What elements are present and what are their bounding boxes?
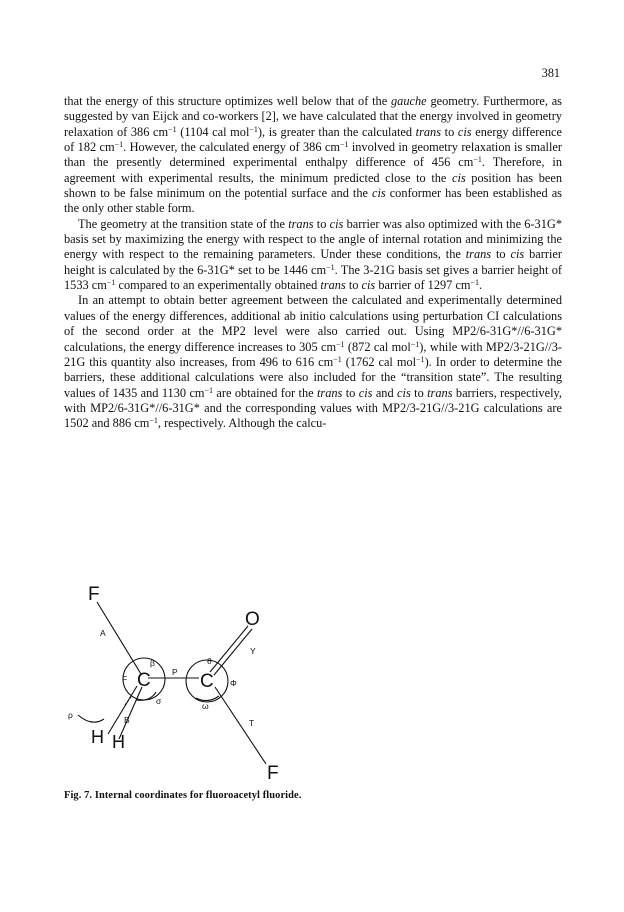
superscript: −1 — [149, 416, 158, 426]
atom-f-top: F — [88, 584, 100, 605]
atom-c-right: C — [200, 671, 214, 692]
text-run: that the energy of this structure optimizes well below that of the — [64, 94, 391, 108]
internal-coordinates-diagram — [64, 574, 562, 784]
text-run: are obtained for the — [213, 385, 317, 400]
italic-term: cis — [457, 124, 472, 139]
text-run: The geometry at the transition state of the — [78, 216, 289, 231]
text-run: . However, the calculated energy of 386 cm — [123, 140, 340, 155]
rho-arrow — [78, 715, 104, 722]
page-number: 381 — [541, 66, 560, 80]
text-run: barrier of 1297 cm — [375, 278, 471, 293]
text-run: to — [491, 247, 511, 262]
bond-c-o-2 — [214, 629, 252, 675]
text-run: and — [372, 385, 398, 400]
italic-term: trans — [465, 247, 492, 262]
italic-term: cis — [358, 385, 373, 400]
italic-term: trans — [320, 278, 346, 293]
superscript: −1 — [114, 140, 124, 150]
text-run: energy difference of 182 cm — [64, 124, 562, 155]
text-run: to — [342, 385, 359, 400]
text-run: (1762 cal mol — [341, 354, 417, 369]
coord-label-omega: ω — [202, 701, 209, 711]
atom-f-bottom: F — [267, 763, 279, 784]
text-run: ). In order to determine the barriers, these additional calculations were also included for the “transition state”. The resulting values of 1435 and 1130 cm — [64, 354, 562, 400]
coord-label-b: B — [124, 715, 130, 725]
text-run: ), while with MP2/3-21G//3-21G this quantity also increases, from 496 to 616 cm — [64, 339, 562, 369]
atom-h-right: H — [112, 732, 125, 752]
superscript: −1 — [410, 339, 420, 349]
text-run: . — [479, 278, 483, 293]
text-run: barriers, respectively, with MP2/6-31G*//6-31G* and the corresponding values with MP2/3-21G//3-21G calculations are 1502 and 886 cm — [64, 385, 562, 431]
text-run: . Therefore, in agreement with experimental results, the minimum predicted close to the — [64, 155, 562, 185]
coord-label-p: P — [172, 667, 178, 677]
text-run: (872 cal mol — [344, 339, 411, 354]
bond-c-o-1 — [210, 626, 248, 672]
coord-label-y: Y — [250, 646, 256, 656]
coord-label-theta: θ — [207, 656, 212, 666]
paragraph — [64, 217, 562, 294]
text-run: position has been shown to be false minimum on the potential surface and the — [64, 170, 562, 201]
italic-term: cis — [329, 216, 344, 231]
italic-term: gauche — [391, 94, 427, 108]
italic-term: trans — [415, 124, 442, 139]
superscript: −1 — [249, 124, 258, 134]
text-run: to — [441, 124, 458, 139]
text-run: involved in geometry relaxation is smaller than the presently determined experimental enthalpy difference of 456 cm — [64, 140, 562, 170]
italic-term: trans — [427, 385, 453, 400]
text-run: to — [410, 385, 428, 400]
body-text — [64, 94, 562, 432]
italic-term: cis — [397, 385, 411, 400]
superscript: −1 — [168, 124, 177, 134]
superscript: −1 — [416, 354, 425, 364]
bond-c-h-left — [108, 686, 137, 734]
italic-term: cis — [371, 186, 386, 201]
bond-c-h-hash — [125, 697, 131, 705]
coord-label-f-small: F — [122, 674, 128, 684]
text-run: . The 3-21G basis set gives a barrier height of 1533 cm — [64, 262, 562, 293]
text-run: ), is greater than the calculated — [257, 124, 416, 139]
text-run: geometry. Furthermore, as suggested by van Eijck and co-workers [2], we have calculated that the energy involved in geometry relaxation of 386 cm — [64, 94, 562, 139]
bond-f-c — [97, 602, 141, 674]
coord-label-rho: ρ — [68, 710, 73, 720]
text-run: to — [313, 216, 330, 231]
coord-label-t: T — [249, 718, 255, 728]
superscript: −1 — [204, 385, 214, 395]
text-run: to — [345, 278, 362, 293]
superscript: −1 — [326, 262, 335, 272]
coord-label-beta: β — [150, 658, 155, 668]
molecule-figure — [64, 574, 562, 784]
text-run: , respectively. Although the calcu- — [157, 416, 327, 431]
coord-label-a: A — [100, 628, 106, 638]
text-run: (1104 cal mol — [176, 124, 250, 139]
text-run: conformer has been established as the only other stable form. — [64, 186, 562, 216]
atom-c-left: C — [137, 670, 151, 691]
paragraph — [64, 94, 562, 217]
superscript: −1 — [333, 354, 342, 364]
italic-term: cis — [510, 247, 525, 262]
bond-c-f — [215, 687, 266, 764]
superscript: −1 — [473, 155, 482, 165]
paragraph — [64, 293, 562, 431]
text-run: barrier height is calculated by the 6-31G* set to be 1446 cm — [64, 247, 562, 277]
atom-h-left: H — [91, 727, 104, 747]
superscript: −1 — [470, 278, 480, 288]
coord-label-phi: Φ — [230, 678, 237, 688]
superscript: −1 — [339, 140, 349, 150]
italic-term: trans — [288, 216, 314, 231]
italic-term: cis — [361, 278, 376, 293]
text-run: barrier was also optimized with the 6-31G* basis set by maximizing the energy with respect to the angle of internal rotation and minimizing the energy with respect to the remaining parameters. Under these conditions, the — [64, 216, 562, 262]
coord-label-sigma: σ — [156, 696, 162, 706]
figure-caption: Fig. 7. Internal coordinates for fluoroacetyl fluoride. — [64, 790, 302, 801]
superscript: −1 — [336, 339, 345, 349]
text-run: compared to an experimentally obtained — [115, 278, 321, 293]
superscript: −1 — [106, 278, 116, 288]
text-run: In an attempt to obtain better agreement between the calculated and experimentally determined values of the energy differences, additional ab initio calculations using perturbation CI calculations of the second order at the MP2 level were also carried out. Using MP2/6-31G*//6-31G* calculations, the energy difference increases to 305 cm — [64, 293, 562, 354]
italic-term: trans — [316, 385, 343, 400]
atom-o-top: O — [245, 609, 260, 630]
italic-term: cis — [451, 170, 466, 185]
